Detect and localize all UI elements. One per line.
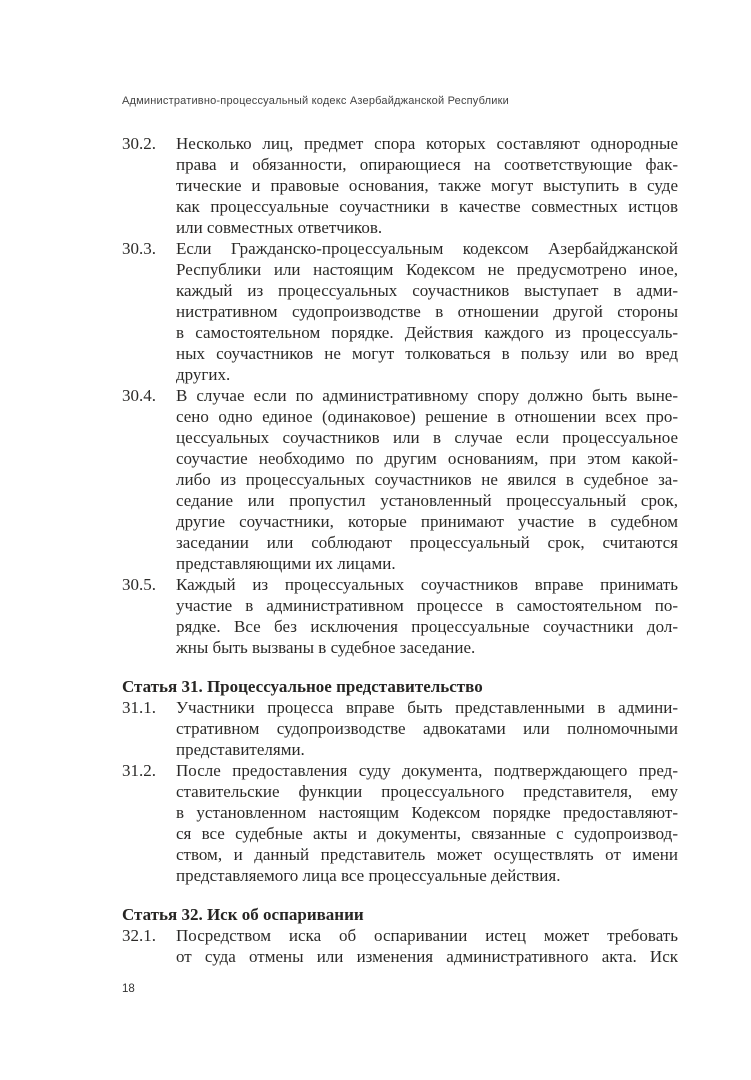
clause-number: 30.5.	[122, 575, 156, 594]
clause-30-4	[122, 385, 678, 574]
clause-30-3	[122, 238, 678, 385]
document-body	[122, 133, 678, 967]
clause-number: 31.2.	[122, 761, 156, 780]
article-heading-32: Статья 32. Иск об оспаривании	[122, 905, 364, 924]
clause-32-1	[122, 925, 678, 967]
text-line: права и обязанности, опирающиеся на соответствующие фак-	[176, 155, 678, 174]
article-heading-31: Статья 31. Процессуальное представительство	[122, 677, 483, 696]
clause-number: 30.2.	[122, 134, 156, 153]
text-line: в самостоятельном порядке. Действия каждого из процессуаль-	[176, 323, 678, 342]
text-line: соучастие необходимо по другим основаниям, при этом какой-	[176, 449, 678, 468]
clause-30-2	[122, 133, 678, 238]
text-line: как процессуальные соучастники в качестве совместных истцов	[176, 197, 678, 216]
text-line: нистративном судопроизводстве в отношении другой стороны	[176, 302, 678, 321]
text-line: Несколько лиц, предмет спора которых составляют однородные	[176, 134, 678, 153]
clause-number: 31.1.	[122, 698, 156, 717]
text-line: других.	[176, 365, 231, 384]
text-line: Участники процесса вправе быть представленными в админи-	[176, 698, 678, 717]
text-line: стративном судопроизводстве адвокатами или полномочными	[176, 719, 678, 738]
text-line: Посредством иска об оспаривании истец может требовать	[176, 926, 678, 945]
clause-number: 30.4.	[122, 386, 156, 405]
page-number: 18	[122, 983, 135, 995]
text-line: В случае если по административному спору должно быть выне-	[176, 386, 678, 405]
text-line: После предоставления суду документа, подтверждающего пред-	[176, 761, 678, 780]
text-line: заседании или соблюдают процессуальный срок, считаются	[176, 533, 678, 552]
text-line: седание или пропустил установленный процессуальный срок,	[176, 491, 678, 510]
text-line: цессуальных соучастников или в случае если процессуальное	[176, 428, 678, 447]
text-line: либо из процессуальных соучастников не явился в судебное за-	[176, 470, 678, 489]
text-line: другие соучастники, которые принимают участие в судебном	[176, 512, 678, 531]
text-line: каждый из процессуальных соучастников выступает в адми-	[176, 281, 678, 300]
text-line: сено одно единое (одинаковое) решение в отношении всех про-	[176, 407, 678, 426]
text-line: Республики или настоящим Кодексом не предусмотрено иное,	[176, 260, 678, 279]
text-line: рядке. Все без исключения процессуальные соучастники дол-	[176, 617, 678, 636]
text-line: представляемого лица все процессуальные действия.	[176, 866, 561, 885]
text-line: представляющими их лицами.	[176, 554, 396, 573]
clause-31-2	[122, 760, 678, 886]
clause-31-1	[122, 697, 678, 760]
text-line: тические и правовые основания, также могут выступить в суде	[176, 176, 678, 195]
clause-number: 32.1.	[122, 926, 156, 945]
text-line: Каждый из процессуальных соучастников вправе принимать	[176, 575, 678, 594]
text-line: ных соучастников не могут толковаться в пользу или во вред	[176, 344, 678, 363]
text-line: ся все судебные акты и документы, связанные с судопроизвод-	[176, 824, 678, 843]
text-line: в установленном настоящим Кодексом порядке предоставляют-	[176, 803, 678, 822]
text-line: жны быть вызваны в судебное заседание.	[176, 638, 476, 657]
text-line: ставительские функции процессуального представителя, ему	[176, 782, 678, 801]
text-line: от суда отмены или изменения административного акта. Иск	[176, 947, 678, 966]
clause-30-5	[122, 574, 678, 658]
text-line: или совместных ответчиков.	[176, 218, 383, 237]
text-line: ством, и данный представитель может осуществлять от имени	[176, 845, 678, 864]
clause-number: 30.3.	[122, 239, 156, 258]
running-header: Административно-процессуальный кодекс Азербайджанской Республики	[122, 95, 509, 107]
text-line: Если Гражданско-процессуальным кодексом Азербайджанской	[176, 239, 678, 258]
text-line: участие в административном процессе в самостоятельном по-	[176, 596, 678, 615]
text-line: представителями.	[176, 740, 305, 759]
